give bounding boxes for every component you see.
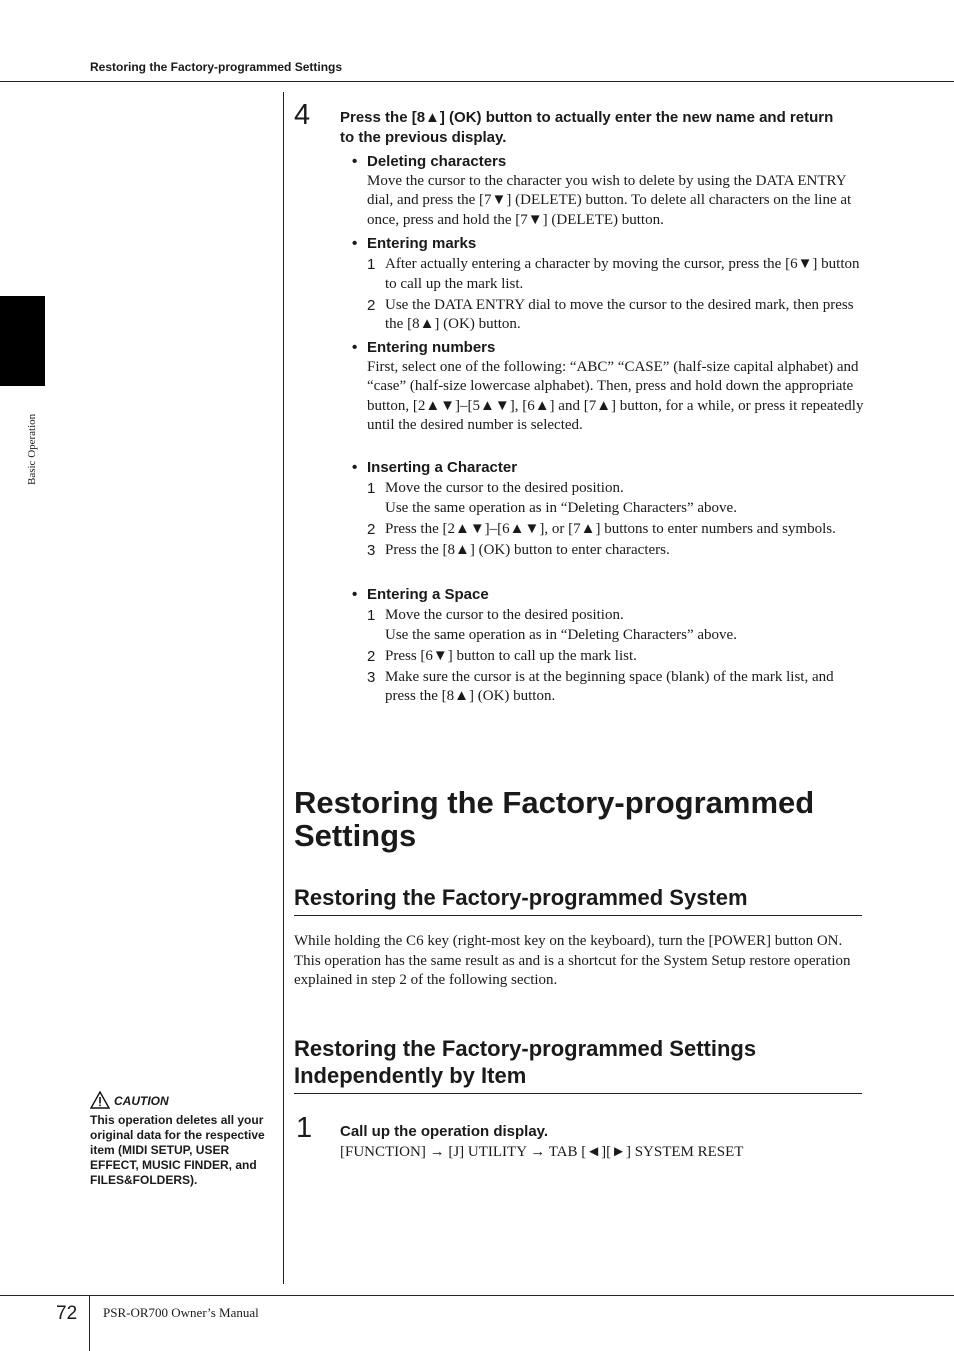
bullet-dot: • <box>352 459 358 476</box>
item-text: Move the cursor to the desired position. <box>385 480 624 496</box>
item-number: 2 <box>367 296 376 314</box>
paragraph: While holding the C6 key (right-most key on the keyboard), turn the [POWER] button ON. <box>294 933 843 949</box>
item-text: Press the [8▲] (OK) button to enter characters. <box>385 541 670 558</box>
section-label: Basic Operation <box>26 413 38 485</box>
list-item <box>367 647 864 667</box>
item-text-continued: Use the same operation as in “Deleting Characters” above. <box>385 626 737 643</box>
step-number: 1 <box>296 1112 313 1144</box>
item-number: 1 <box>367 607 376 624</box>
item-text: Make sure the cursor is at the beginning space (blank) of the mark list, and press the [8▲] (OK) button. <box>385 668 834 704</box>
item-number: 2 <box>367 647 376 665</box>
bullet-title: Deleting characters <box>367 153 507 170</box>
item-number: 3 <box>367 668 376 686</box>
bullet-entering-space <box>352 585 864 707</box>
paragraph: This operation has the same result as and is a shortcut for the System Setup restore operation explained in step 2 of the following section. <box>294 952 851 988</box>
bullet-dot: • <box>352 153 358 170</box>
item-text: Press [6▼] button to call up the mark list. <box>385 647 637 664</box>
footer-rule <box>0 1295 954 1296</box>
bullet-title: Entering a Space <box>367 586 489 603</box>
item-number: 2 <box>367 520 376 538</box>
item-text-continued: Use the same operation as in “Deleting Characters” above. <box>385 499 737 516</box>
step-title: Press the [8▲] (OK) button to actually enter the new name and return to the previous display. <box>340 109 834 146</box>
header-rule <box>0 81 954 82</box>
running-header: Restoring the Factory-programmed Settings <box>90 60 343 74</box>
bullet-title: Entering marks <box>367 235 477 252</box>
list-item <box>367 255 864 294</box>
list-item <box>367 479 864 518</box>
section-body <box>294 932 864 991</box>
manual-title: PSR-OR700 Owner’s Manual <box>103 1305 259 1320</box>
bullet-dot: • <box>352 586 358 603</box>
caution-label: CAUTION <box>114 1094 169 1108</box>
footer-divider <box>89 1295 90 1351</box>
list-item <box>367 520 864 540</box>
step-number: 4 <box>294 99 311 131</box>
caution-text: This operation deletes all your original data for the respective item (MIDI SETUP, USER EFFECT, MUSIC FINDER, and FILES&FOLDERS). <box>90 1113 265 1187</box>
bullet-dot: • <box>352 235 358 252</box>
bullet-entering-marks <box>352 234 864 335</box>
page-title: Restoring the Factory-programmed Settings <box>294 785 815 853</box>
section-heading-system: Restoring the Factory-programmed System <box>294 884 862 916</box>
bullet-body: Move the cursor to the character you wish to delete by using the DATA ENTRY dial, and press the [7▼] (DELETE) button. To delete all characters on the line at once, press and hold the [7▼] (DELETE) button. <box>367 172 852 228</box>
item-number: 1 <box>367 480 376 497</box>
item-number: 1 <box>367 256 376 273</box>
item-text: Use the DATA ENTRY dial to move the cursor to the desired mark, then press the [8▲] (OK) button. <box>385 296 854 332</box>
bullet-entering-numbers <box>352 338 864 436</box>
bullet-inserting-character <box>352 458 864 560</box>
list-item <box>367 541 864 561</box>
item-text: Move the cursor to the desired position. <box>385 607 624 623</box>
bullet-title: Entering numbers <box>367 339 496 356</box>
list-item <box>367 668 864 707</box>
bullet-title: Inserting a Character <box>367 459 518 476</box>
item-number: 3 <box>367 541 376 559</box>
bullet-body: First, select one of the following: “ABC” “CASE” (half-size capital alphabet) and “case” (half-size lowercase alphabet). Then, press and hold down the appropriate button, [2▲▼]–[5▲▼], [6▲] and [7▲] button, for a while, or press it repeatedly until the desired number is selected. <box>367 358 864 433</box>
bullet-dot: • <box>352 339 358 356</box>
section-tab-marker <box>0 296 45 386</box>
item-text: Press the [2▲▼]–[6▲▼], or [7▲] buttons to enter numbers and symbols. <box>385 520 836 537</box>
column-divider <box>283 92 284 1284</box>
bullet-deleting-characters <box>352 152 864 230</box>
page-number: 72 <box>56 1303 78 1324</box>
item-text: After actually entering a character by moving the cursor, press the [6▼] button to call up the mark list. <box>385 256 860 292</box>
list-item <box>367 296 864 335</box>
caution-note <box>90 1090 275 1188</box>
section-heading-by-item: Restoring the Factory-programmed Settings Independently by Item <box>294 1035 862 1094</box>
warning-triangle-icon <box>90 1091 110 1112</box>
step-title: Call up the operation display. <box>340 1123 549 1140</box>
list-item <box>367 606 864 645</box>
step-menu-path: [FUNCTION] → [J] UTILITY → TAB [◄][►] SYSTEM RESET <box>340 1144 744 1160</box>
